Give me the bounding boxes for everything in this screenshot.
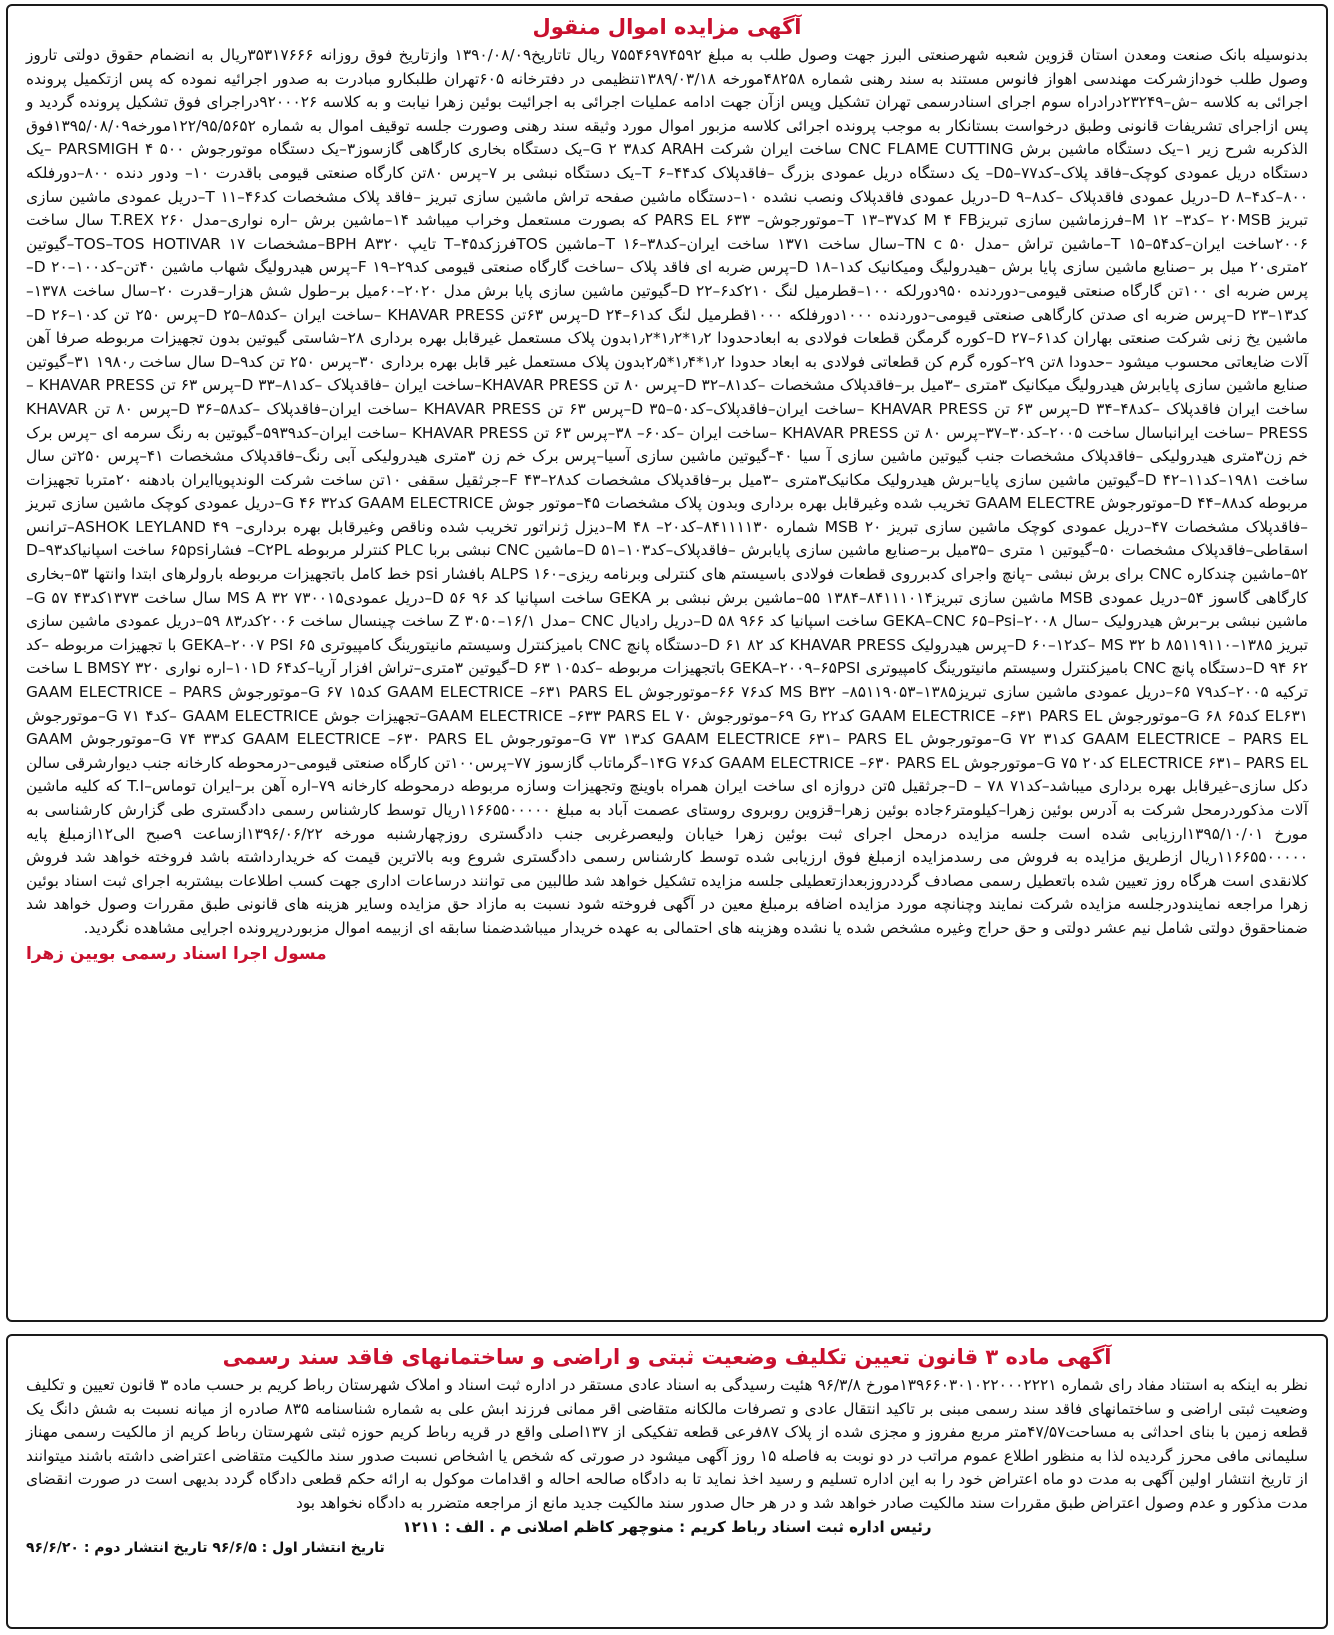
publication-dates: تاریخ انتشار اول : ۹۶/۶/۵ تاریخ انتشار دوم : ۹۶/۶/۲۰: [26, 1539, 385, 1556]
auction-notice-signature: مسول اجرا اسناد رسمی بویین زهرا: [26, 943, 327, 964]
registration-notice-box: [6, 1334, 1328, 1629]
registration-notice-title: آگهی ماده ۳ قانون تعیین تکلیف وضعیت ثبتی و اراضی و ساختمانهای فاقد سند رسمی: [222, 1345, 1112, 1369]
auction-notice-body: بدنوسیله بانک صنعت ومعدن استان قزوین شعبه شهرصنعتی البرز جهت وصول طلب به مبلغ ۷۵۵۴۶۹۷۴۵۹۲ ریال تاتاریخ۱۳۹۰/۰۸/۰۹ وازتاریخ فوق روزانه ۳۵۳۱۷۶۶۶ریال به انضمام حقوق دولتی تاروز وصول طلب خودازشرکت مهندسی اهواز فانوس مستند به سند رهنی شماره ۴۸۲۵۸مورخه ۱۳۸۹/۰۳/۱۸تنظیمی در دفترخانه ۶۰۵تهران طلبکارو مبادرت به صدور اجرائیه نموده که پس ازتکمیل پرونده اجرائی به کلاسه –ش–۲۳۲۴۹درادراه سوم اجرای اسنادرسمی تهران تشکیل وپس ازآن جهت ادامه عملیات اجرائی به اجرائیت بوئین زهرا نیابت و به کلاسه ۹۲۰۰۰۲۶دراجرای فوق تشکیل پرونده گردید و پس ازاجرای تشریفات قانونی وطبق درخواست بستانکار به موجب پرونده اجرائی کلاسه مزبور اموال مورد وثیقه سند رهنی وصورت جلسه توقیف اموال به شماره ۱۲۲/۹۵/۵۶۵۲مورخه۱۳۹۵/۰۸/۰۹فوق الذکربه شرح زیر ۱–یک دستگاه ماشین برش CNC FLAME CUTTING ساخت ایران شرکت ARAH کد۳۸ G ۲–یک دستگاه بخاری کارگاهی گازسوز۳–یک دستگاه موتورجوش ۵۰۰ PARSMIGH ۴ –یک دستگاه دریل عمودی کوچک–فاقد پلاک–کد۷۷–D۵– یک دستگاه دریل عمودی بزرگ –فاقدپلاک کد۴۴–T ۶–یک دستگاه نبشی بر ۷–پرس ۸۰تن کارگاه صنعتی قیومی باقدرت ۱۰– ودور دنده ۸۰۰–دورفلکه ۸۰۰–کد۴–D ۸–دریل عمودی فاقدپلاک –کد۸–D ۹–دریل عمودی فاقدپلاک ونصب نشده ۱۰–دستگاه ماشین صفحه تراش ماشین سازی تبریز –فاقد پلاک مشخصات کد۴۶–T ۱۱–دریل عمودی ماشین سازی تبریز ۲۰MSB –کد۳– M ۱۲–فرزماشین سازی تبریزM ۴ FB کد۳۷–T ۱۳–موتورجوش– ۶۳۳ PARS EL که بصورت مستعمل وخراب میباشد ۱۴–ماشین برش –اره نواری–مدل ۲۶۰ T.REX سال ساخت ۲۰۰۶ساخت ایران–کد۵۴–T ۱۵–ماشین تراش –مدل TN c ۵۰–سال ساخت ۱۳۷۱ ساخت ایران–کد۳۸–T ۱۶–ماشین TOSفرزکد۴۵–T تایپ BPH A۳۲۰–مشخصات TOS–TOS HOTIVAR ۱۷–گیوتین ۲متری۲۰ میل بر –صنایع ماشین سازی پایا برش –هیدرولیگ ومیکانیک کد۱–D ۱۸–پرس ضربه ای فاقد پلاک –ساخت گارگاه صنعتی قیومی کد۲۹–F ۱۹–پرس هیدرولیگ شهاب ماشین ۴۰تن–کد۱۰۰–D ۲۰–پرس ضربه ای ۱۰۰تن گارگاه صنعتی قیومی–دوردنده ۹۵۰دورلکه ۱۰۰–قطرمیل لنگ ۲۱۰کد۶–D ۲۲–گیوتین ماشین سازی پایا برش مدل ۲۰۲۰–۶۰میل بر–طول شش هزار–قدرت ۲۰–سال ساخت ۱۳۷۸–کد۱۳–D ۲۳–پرس ضربه ای صدتن کارگاهی صنعتی قیومی–دوردنده ۱۰۰۰دورفلکه ۱۰۰۰قطرمیل لنگ کد۶۱–D ۲۴–پرس ۶۳تن KHAVAR PRESS –ساخت ایران –کد۸۵–D ۲۵–پرس ۲۵۰ تن کد۱۰–D ۲۶–ماشین یخ زنی شرکت صنعتی بهاران کد۶۱–D ۲۷–کوره گرمگن قطعات فولادی به ابعادحدودا ۱٫۲*۱٫۲*۱٫۲بدون پلاک مستعمل غیرقابل بهره برداری ۲۸–شاستی گیوتین بدون تجهیزات مربوطه صرفا آهن آلات ضایعاتی محسوب میشود –حدودا ۸تن ۲۹–کوره گرم کن قطعاتی فولادی به ابعاد حدودا ۱٫۲*۱٫۴*۲٫۵بدون پلاک مستعمل غیر قابل بهره برداری ۳۰–پرس ۲۵۰ تن کد۹–D سال ساخت ۱۹۸۰٫ ۳۱–گیوتین صنایع ماشین سازی پایابرش هیدرولیگ میکانیک ۳متری –۳میل بر–فاقدپلاک مشخصات –کد۸۱–D ۳۲–پرس ۸۰ تن KHAVAR PRESS–ساخت ایران –فاقدپلاک –کد۸۱–D ۳۳–پرس ۶۳ تن KHAVAR PRESS –ساخت ایران فاقدپلاک –کد۴۸–D ۳۴–پرس ۶۳ تن KHAVAR PRESS –ساخت ایران–فاقدپلاک–کد۵۰–D ۳۵–پرس ۶۳ تن KHAVAR PRESS –ساخت ایران–فاقدپلاک –کد۵۸–D ۳۶–پرس ۸۰ تن KHAVAR PRESS –ساخت ایرانباسال ساخت ۲۰۰۵–کد۳۰–۳۷–پرس ۸۰ تن KHAVAR PRESS –ساخت ایران –کد۶۰– ۳۸–پرس ۶۳ تن KHAVAR PRESS –ساخت ایران–کد۵۹۳۹–گیوتین به رنگ سرمه ای –پرس برک خم زن۳متری هیدرولیکی –فاقدپلاک مشخصات جنب گیوتین ماشین سازی آ سیا ۴۰–گیوتین ماشین سازی آسیا–پرس برک خم زن ۳متری هیدرولیکی آبی رنگ–فاقدپلاک مشخصات ۴۱–پرس ۲۵۰تن سال ساخت ۱۹۸۱–کد۱۱–D ۴۲–گیوتین ماشین سازی پایا–برش هیدرولیک مکانیک۳متری –۳میل بر–فاقدپلاک مشخصات کد۲۸–F ۴۳–جرثقیل سقفی ۱۰تن ساخت شرکت الوندپویاایران بادهنه ۲۰متربا تجهیزات مربوطه کد۸۸–D ۴۴–موتورجوش GAAM ELECTRE تخریب شده وغیرقابل بهره برداری وبدون پلاک مشخصات ۴۵–موتور جوش GAAM ELECTRICE کد۳۲ G ۴۶–دریل عمودی کوچک ماشین سازی تبریز –فاقدپلاک مشخصات ۴۷–دریل عمودی کوچک ماشین سازی تبریز ۲۰ MSB شماره ۸۴۱۱۱۱۳۰–کد۲۰– M ۴۸–دیزل ژنراتور تخریب شده وناقص وغیرقابل بهره برداری– ASHOK LEYLAND ۴۹–ترانس اسقاطی–فاقدپلاک مشخصات ۵۰–گیوتین ۱ متری –۳۵میل بر–صنایع ماشین سازی پایابرش –فاقدپلاک–کد۱۰۳–D ۵۱–ماشین CNC نبشی بربا PLC کنترلر مربوطه C۲PL– فشار۶۵psi ساخت اسپانیاکد۹۳–D ۵۲–ماشین چندکاره CNC برای برش نبشی –پانچ واجرای کدبرروی قطعات فولادی باسیستم های کنترلی وبرنامه ریزی–۱۶۰ ALPS بافشار psi خط کامل باتجهیزات مربوطه بارولرهای ابتدا وانتها ۵۳–بخاری کارگاهی گاسوز ۵۴–دریل عمودی MSB ماشین سازی تبریز۸۴۱۱۱۰۱۴–۱۳۸۴ ۵۵–ماشین برش نبشی بر GEKA ساخت اسپانیا کد ۹۶ D ۵۶–دریل عمودی۷۳۰۰۱۵ MS A ۳۲ سال ساخت ۱۳۷۳کد۴۳ G ۵۷–ماشین نبشی بر–برش هیدرولیک –سال ۲۰۰۸–GEKA–CNC ۶۵–Psi ساخت اسپانیا کد ۹۶۶ D ۵۸–دریل رادیال CNC –مدل ۱۶/۱–۳۰۵۰ Z ساخت چینسال ساخت ۲۰۰۶کد۸۳٫ ۵۹–دریل عمودی ماشین سازی تبریز ۱۳۸۵–۸۵۱۱۹۱۱۰ MS ۳۲ b –کد۱۲–D ۶۰–پرس هیدرولیک KHAVAR PRESS کد ۸۲ D ۶۱–دستگاه پانچ CNC بامیزکنترل وسیستم مانیتورینگ کامپیوتری GEKA–۲۰۰۷ PSI ۶۵ با تجهیزات مربوطه –کد D ۹۴ ۶۲–دستگاه پانچ CNC بامیزکنترل وسیستم مانیتورینگ کامپیوتری GEKA–۲۰۰۹–۶۵PSI باتجهیزات مربوطه –کد۱۰۵ D ۶۳–گیوتین ۳متری–تراش افزار آریا–کد۱۰۱D ۶۴–اره نواری ۳۲۰ L BMSY ساخت ترکیه ۲۰۰۵–کد۷۹ ۶۵–دریل عمودی ماشین سازی تبریز۱۳۸۵–۸۵۱۱۹۰۵۳– MS B۳۲ کد۷۶ ۶۶–موتورجوش GAAM ELECTRICE –۶۳۱ PARS EL کد۱۵ G ۶۷–موتورجوش GAAM ELECTRICE – PARS EL۶۳۱ کد۶۵ G ۶۸–موتورجوش GAAM ELECTRICE –۶۳۱ PARS EL کد۲۲ G٫ ۶۹–موتورجوش GAAM ELECTRICE –۶۳۳ PARS EL ۷۰–تجهیزات جوش GAAM ELECTRICE –کد۴ G ۷۱–موتورجوش GAAM ELECTRICE – PARS EL کد۳۱ G ۷۲–موتورجوش GAAM ELECTRICE ۶۳۱– PARS EL کد۱۳ G ۷۳–موتورجوش GAAM ELECTRICE –۶۳۰ PARS EL کد۳۳ G ۷۴–موتورجوش GAAM ELECTRICE ۶۳۱– PARS EL کد۲۰ G ۷۵–موتورجوش GAAM ELECTRICE –۶۳۰ PARS EL کد۱۴G ۷۶–گرماتاب گازسوز ۷۷–پرس۱۰۰تن کارگاه صنعتی قیومی–درمحوطه کارخانه جنب دیوارشرقی سالن دکل سازی–غیرقابل بهره برداری میباشد–کد۷۱ D – ۷۸–جرثقیل ۵تن دروازه ای ساخت ایران همراه باوینچ وتجهیزات وسازه مربوطه درمحوطه کارخانه ۷۹–اره آهن بر–ایران توماس–T.I که کلیه ماشین آلات مذکوردرمحل شرکت به آدرس بوئین زهرا–کیلومتر۶جاده بوئین زهرا–قزوین روبروی روستای عصمت آباد به مبلغ ۱۱۶۶۵۵۰۰۰۰۰ریال توسط کارشناس رسمی دادگستری طی گزارش کارشناسی به مورخ ۱۳۹۵/۱۰/۰۱ارزیابی شده است جلسه مزایده درمحل اجرای ثبت بوئین زهرا خیابان ولیعصرغربی جنب دادگستری روزچهارشنبه مورخه ۱۳۹۶/۰۶/۲۲ازساعت ۹صبح الی۱۲ازمبلغ پایه ۱۱۶۶۵۵۰۰۰۰۰ریال ازطریق مزایده به فروش می رسدمزایده ازمبلغ فوق ارزیابی شده توسط کارشناس رسمی دادگستری شروع وبه بالاترین قیمت که خریدارداشته باشد فروخته خواهد شد فروش کلانقدی است هرگاه روز تعیین شده باتعطیل رسمی مصادف گرددروزبعدازتعطیلی جلسه مزایده تشکیل خواهد شد طالبین می توانند درساعات اداری جهت کسب اطلاعات بیشتربه اجرای ثبت اسناد بوئین زهرا مراجعه نمایندودرجلسه مزایده شرکت نمایند وچنانچه مورد مزایده اضافه برمبلغ معین در آگهی فروخته شود نسبت به مازاد حق مزایده وسایر هزینه های قانونی طبق مقررات وصول خواهد شد ضمناحقوق دولتی شامل نیم عشر دولتی و حق حراج وغیره مشخص شده یا نشده وهزینه های احتمالی به عهده خریدار میباشدضمنا سابقه ای ازبیمه اموال مزبوردرپرونده اجرایی مشاهده نگردید.: [26, 46, 1309, 937]
registration-notice-body: نظر به اینکه به استناد مفاد رای شماره ۱۳۹۶۶۰۳۰۱۰۲۲۰۰۰۲۲۲۱مورخ ۹۶/۳/۸ هئیت رسیدگی به اسناد عادی مستقر در اداره ثبت اسناد و املاک شهرستان رباط کریم بر حسب ماده ۳ قانون تعیین و تکلیف وضعیت ثبتی اراضی و ساختمانهای فاقد سند رسمی مبنی بر تاکید انتقال عادی و تصرفات مالکانه متقاضی اقر ممانی فرزند ابش علی به شماره شناسنامه ۸۳۵ صادره از میانه نسبت به شش دانگ یک قطعه زمین با بنای احداثی به مساحت۴۷/۵۷متر مربع مفروز و مجزی شده از پلاک ۸۷فرعی قطعه تفکیکی از ۱۳۷اصلی واقع در قریه رباط کریم حوزه ثبتی شهرستان رباط کریم از مالکیت رسمی مهناز سلیمانی مافی محرز گردیده لذا به منظور اطلاع عموم مراتب در دو نوبت به فاصله ۱۵ روز آگهی میشود در صورتی که شخص یا اشخاص نسبت صدور سند مالکیت متقاضی اعتراضی داشته باشند میتوانند از تاریخ انتشار اولین آگهی به مدت دو ماه اعتراض خود را به این اداره تسلیم و رسید اخذ نماید تا به دادگاه صالحه احاله و اقدامات موکول به ارائه حکم قطعی دادگاه گردد بدیهی است در صورت انقضای مدت مذکور و عدم وصول اعتراض طبق مقررات سند مالکیت صادر خواهد شد و در هر حال صدور سند مالکیت جدید مانع از مراجعه متضرر به دادگاه نخواهد بود: [26, 1376, 1308, 1512]
auction-notice-box: [6, 4, 1328, 1322]
registration-notice-signature: رئیس اداره ثبت اسناد رباط کریم : منوچهر کاظم اصلانی م . الف : ۱۲۱۱: [402, 1517, 932, 1536]
auction-notice-title: آگهی مزایده اموال منقول: [532, 15, 802, 39]
